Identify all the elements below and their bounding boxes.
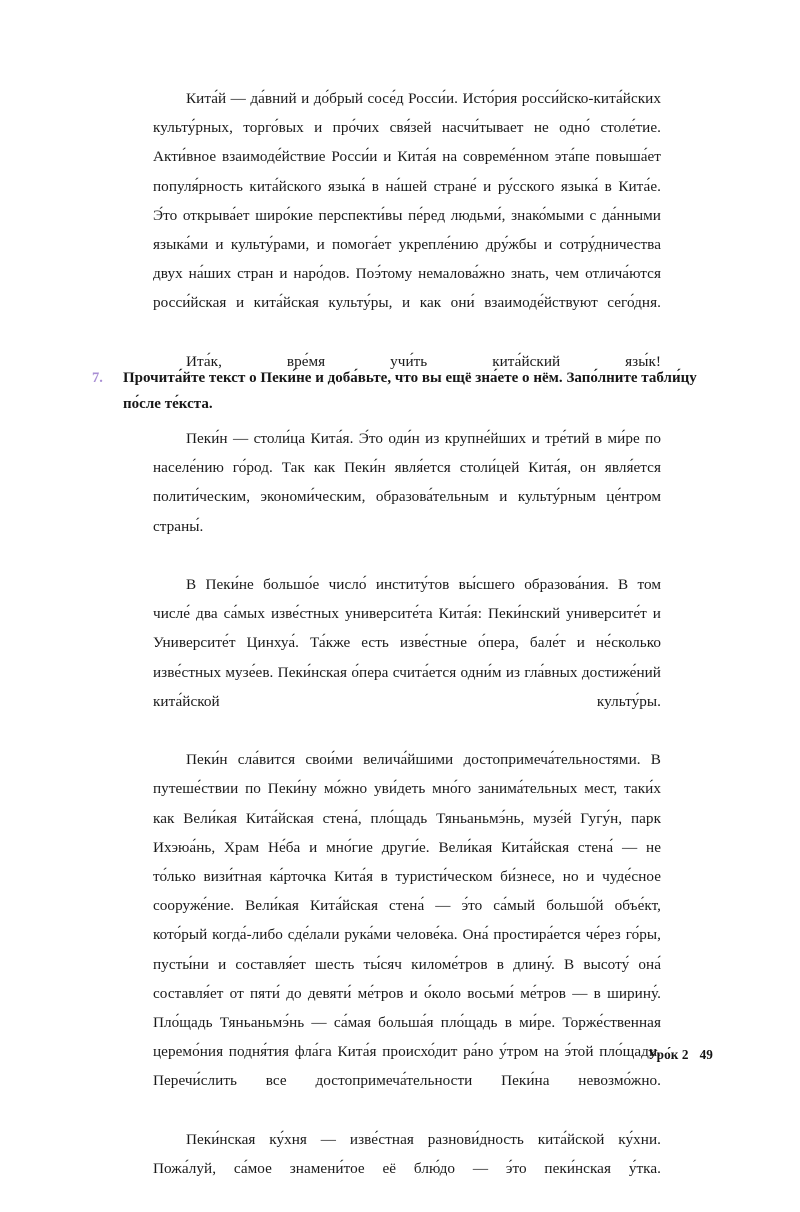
reading-paragraph-2: В Пеки́не большо́е число́ институ́тов вы́сшего образова́ния. В том числе́ два са́мых изве́стных университе́та Кита́я: Пеки́нский университе́т и Университе́т Цинхуа́. Та́кже есть изве́стные о́пера, бале́т и не́сколько изве́стных музе́ев. Пеки́нская о́пера счита́ется одни́м из гла́вных достиже́ний кита́йской культу́ры. — [153, 576, 661, 710]
intro-text-block — [153, 84, 661, 405]
reading-paragraph-4: Пеки́нская ку́хня — изве́стная разнови́дность кита́йской ку́хни. Пожа́луй, са́мое знамени́тое её блю́до — э́то пеки́нская у́тка. — [153, 1130, 661, 1178]
reading-paragraph-1: Пеки́н — столи́ца Кита́я. Э́то оди́н из крупне́йших и тре́тий в ми́ре по населе́нию го́род. Так как Пеки́н явля́ется столи́цей Кита́я, он явля́ется полити́ческим, экономи́ческим, образова́тельным и культу́рным це́нтром страны́. — [153, 430, 661, 535]
reading-paragraph-3: Пеки́н сла́вится свои́ми велича́йшими достопримеча́тельностями. В путеше́ствии по Пеки́ну мо́жно уви́деть мно́го занима́тельных мест, таки́х как Вели́кая Кита́йская стена́, пло́щадь Тяньаньмэ́нь, музе́й Гугу́н, парк Ихэюа́нь, Храм Не́ба и мно́гие други́е. Вели́кая Кита́йская стена́ — не то́лько визи́тная ка́рточка Кита́я в туристи́ческом би́знесе, но и чуде́сное сооруже́ние. Вели́кая Кита́йская стена́ — э́то са́мый большо́й объе́кт, кото́рый когда́-либо сде́лали рука́ми челове́ка. Она́ простира́ется че́рез го́ры, пусты́ни и составля́ет шесть ты́сяч киломе́тров в длину́. В высоту́ она́ составля́ет от пяти́ до девяти́ ме́тров и о́коло восьми́ ме́тров — в ширину́. Пло́щадь Тяньаньмэ́нь — са́мая больша́я пло́щадь в ми́ре. Торже́ственная церемо́ния подня́тия фла́га Кита́я происхо́дит ра́но у́тром на э́той пло́щади. Перечи́слить все достопримеча́тельности Пеки́на невозмо́жно. — [153, 751, 661, 1090]
page-footer — [153, 1046, 713, 1064]
intro-paragraph-1: Кита́й — да́вний и до́брый сосе́д Росси́и. Исто́рия росси́йско-кита́йских культу́рных, торго́вых и про́чих свя́зей насчи́тывает не одно́ столе́тие. Акти́вное взаимоде́йствие Росси́и и Кита́я на совреме́нном эта́пе повыша́ет популя́рность кита́йского языка́ в на́шей стране́ и ру́сского языка́ в Кита́е. Э́то открыва́ет широ́кие перспекти́вы пе́ред людьми́, знако́мыми с да́нными языка́ми и культу́рами, и помога́ет укрепле́нию дру́жбы и сотру́дничества двух на́ших стран и наро́дов. Поэ́тому немалова́жно знать, чем отлича́ются росси́йская и кита́йская культу́ры, и как они́ взаимоде́йствуют сего́дня. — [153, 90, 661, 312]
footer-page-number: 49 — [699, 1047, 713, 1062]
exercise-instruction: Прочита́йте текст о Пеки́не и доба́вьте, что вы ещё зна́ете о нём. Запо́лните табли́цу по́сле те́кста. — [123, 370, 697, 412]
exercise-heading — [92, 366, 717, 417]
exercise-number: 7. — [92, 370, 103, 386]
reading-text-block — [153, 424, 661, 1212]
footer-lesson-label: Уро́к 2 — [647, 1047, 689, 1062]
intro-paragraph-2: Ита́к, вре́мя учи́ть кита́йский язы́к! — [186, 352, 661, 370]
